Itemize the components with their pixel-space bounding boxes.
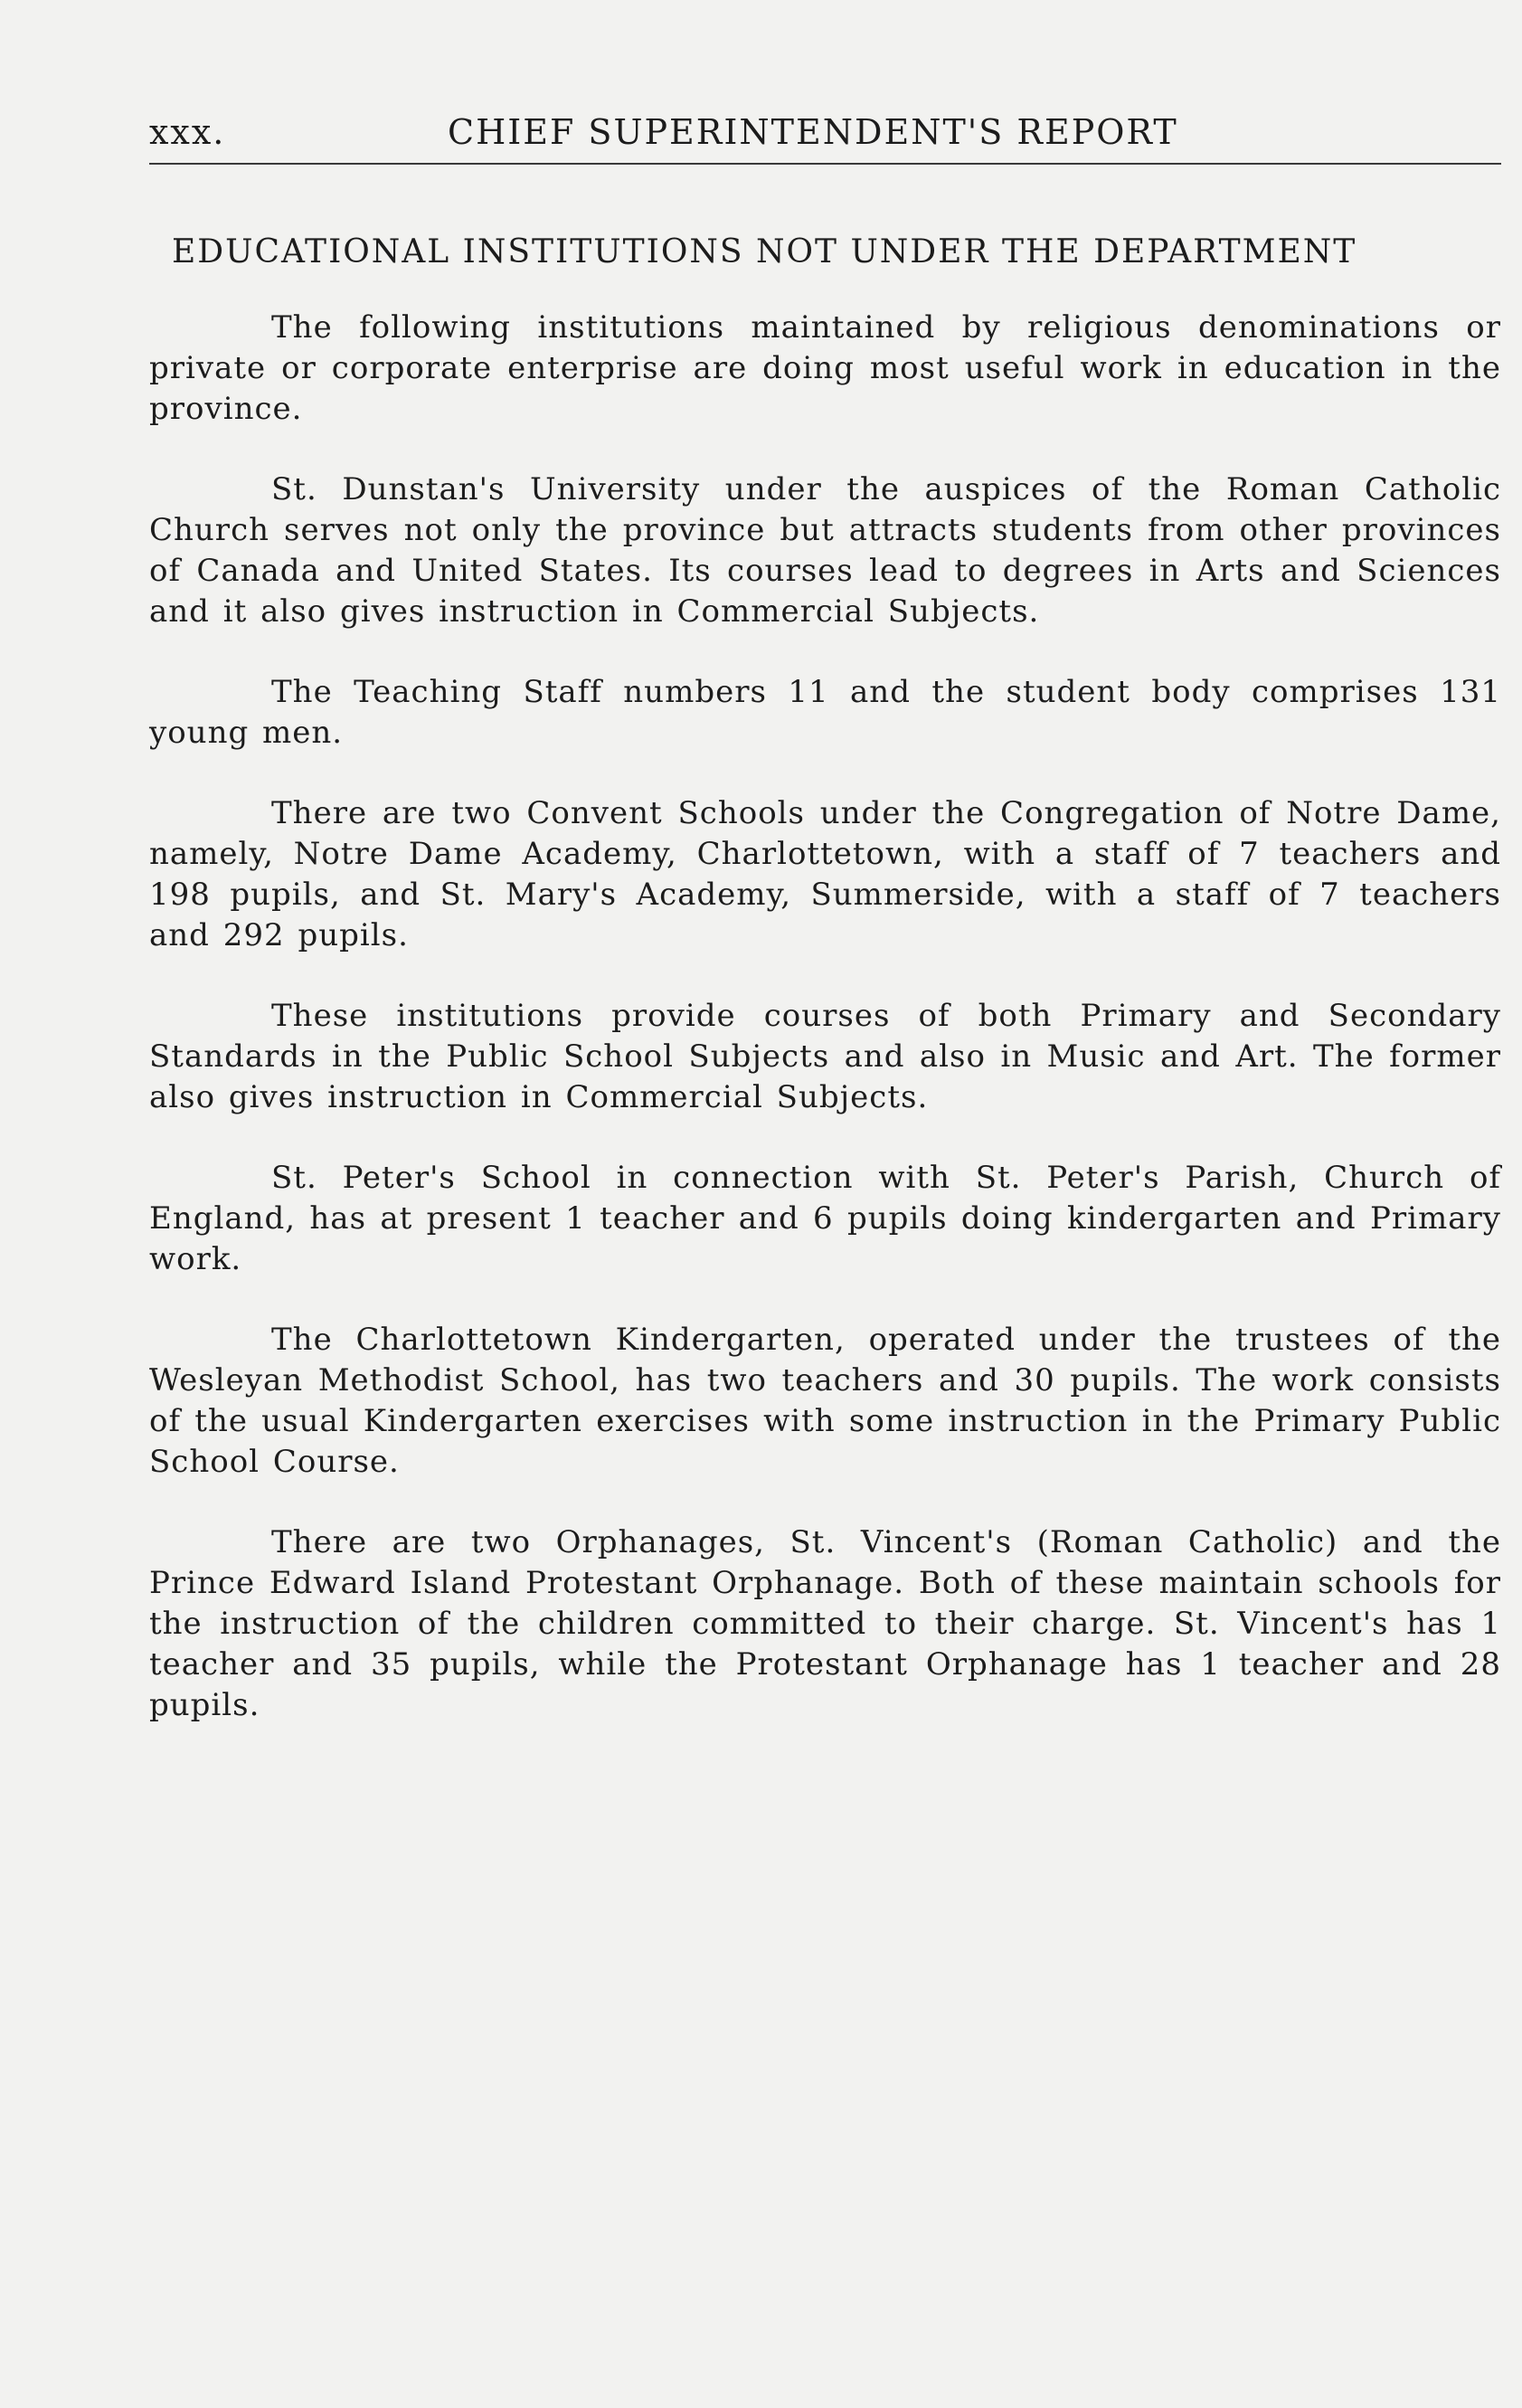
section-heading: EDUCATIONAL INSTITUTIONS NOT UNDER THE DEPARTMENT	[172, 233, 1357, 270]
paragraph-courses: These institutions provide courses of both Primary and Secondary Standards in the Public School Subjects and also in Music and Art. The former also gives instruction in Commercial Subjects.	[149, 998, 1501, 1115]
paragraph-kindergarten: The Charlottetown Kindergarten, operated under the trustees of the Wesleyan Methodist School, has two teachers and 30 pupils. The work consists of the usual Kindergarten exercises with some instruction in the Primary Public School Course.	[149, 1322, 1501, 1480]
paragraph-intro: The following institutions maintained by religious denominations or private or corporate enterprise are doing most useful work in education in the province.	[149, 309, 1501, 427]
paragraph-st-dunstans: St. Dunstan's University under the auspices of the Roman Catholic Church serves not only the province but attracts students from other provinces of Canada and United States. Its courses lead to degrees in Arts and Sciences and it also gives instruction in Commercial Subjects.	[149, 471, 1501, 630]
paragraph-st-peters: St. Peter's School in connection with St. Peter's Parish, Church of England, has at present 1 teacher and 6 pupils doing kindergarten and Primary work.	[149, 1160, 1501, 1277]
paragraph-convent-schools: There are two Convent Schools under the Congregation of Notre Dame, namely, Notre Dame Academy, Charlottetown, with a staff of 7 teachers and 198 pupils, and St. Mary's Academy, Summerside, with a staff of 7 teachers and 292 pupils.	[149, 795, 1501, 953]
page-number: xxx.	[149, 112, 226, 152]
header-rule	[149, 163, 1501, 165]
running-head	[149, 112, 1501, 159]
paragraph-orphanages: There are two Orphanages, St. Vincent's (Roman Catholic) and the Prince Edward Island Protestant Orphanage. Both of these maintain schools for the instruction of the children committed to their charge. St. Vincent's has 1 teacher and 35 pupils, while the Protestant Orphanage has 1 teacher and 28 pupils.	[149, 1524, 1501, 1723]
paragraph-teaching-staff: The Teaching Staff numbers 11 and the student body comprises 131 young men.	[149, 674, 1501, 751]
running-title: CHIEF SUPERINTENDENT'S REPORT	[448, 112, 1178, 152]
body-text	[149, 308, 1501, 1766]
